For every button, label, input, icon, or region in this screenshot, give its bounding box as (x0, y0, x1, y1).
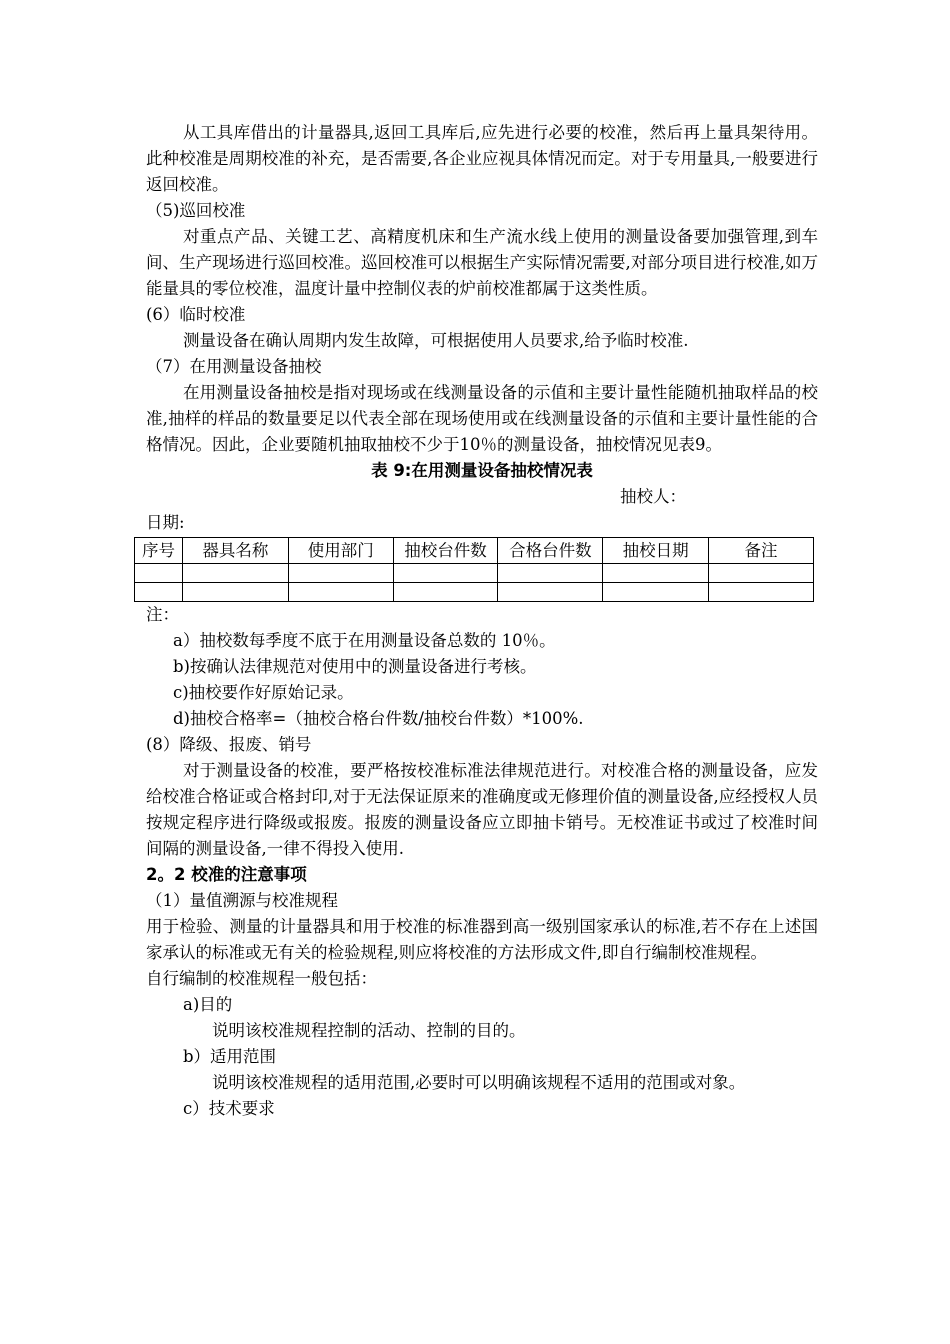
table-cell (135, 564, 183, 583)
table-cell (603, 564, 709, 583)
paragraph-downgrade-scrap: 对于测量设备的校准，要严格按校准标准法律规范进行。对校准合格的测量设备，应发给校准合格证或合格封印,对于无法保证原来的准确度或无修理价值的测量设备,应经授权人员按规定程序进行降级或报废。报废的测量设备应立即抽卡销号。无校准证书或过了校准时间间隔的测量设备,一律不得投入使用. (146, 761, 818, 858)
paragraph-patrol-calibration: 对重点产品、关键工艺、高精度机床和生产流水线上使用的测量设备要加强管理,到车间、生产现场进行巡回校准。巡回校准可以根据生产实际情况需要,对部分项目进行校准,如万能量具的零位校准，温度计量中控制仪表的炉前校准都属于这类性质。 (146, 227, 818, 298)
header-qualified-count: 合格台件数 (498, 538, 603, 564)
note-a: a）抽校数每季度不底于在用测量设备总数的 10％。 (173, 631, 556, 650)
table-cell (709, 564, 814, 583)
document-page (141, 120, 818, 1122)
heading-traceability: （1）量值溯源与校准规程 (146, 891, 338, 910)
item-purpose-label: a)目的 (183, 995, 233, 1014)
item-scope-label: b）适用范围 (183, 1047, 277, 1066)
item-technical-requirements-label: c）技术要求 (183, 1099, 275, 1118)
inspector-label: 抽校人： (620, 487, 686, 506)
header-check-date: 抽校日期 (603, 538, 709, 564)
note-d: d)抽校合格率=（抽校合格台件数/抽校台件数）*100%. (173, 709, 584, 728)
heading-temporary-calibration: (6）临时校准 (146, 305, 246, 324)
table-cell (498, 583, 603, 602)
table-cell (709, 583, 814, 602)
header-serial-no: 序号 (135, 538, 183, 564)
item-scope-text: 说明该校准规程的适用范围,必要时可以明确该规程不适用的范围或对象。 (212, 1073, 746, 1092)
paragraph-temporary-calibration: 测量设备在确认周期内发生故障，可根据使用人员要求,给予临时校准. (183, 331, 689, 350)
item-purpose-text: 说明该校准规程控制的活动、控制的目的。 (212, 1021, 526, 1040)
table-cell (288, 564, 393, 583)
paragraph-procedure-contents: 自行编制的校准规程一般包括： (146, 969, 377, 988)
table-row (135, 564, 814, 583)
header-instrument-name: 器具名称 (182, 538, 288, 564)
table-row (135, 583, 814, 602)
header-department: 使用部门 (288, 538, 393, 564)
table-cell (603, 583, 709, 602)
heading-downgrade-scrap: (8）降级、报废、销号 (146, 735, 312, 754)
heading-patrol-calibration: （5)巡回校准 (146, 201, 246, 220)
table-cell (135, 583, 183, 602)
table-cell (182, 564, 288, 583)
note-b: b)按确认法律规范对使用中的测量设备进行考核。 (173, 657, 537, 676)
spot-check-table (134, 537, 814, 602)
table-title: 表 9:在用测量设备抽校情况表 (371, 461, 593, 480)
header-remarks: 备注 (709, 538, 814, 564)
note-c: c)抽校要作好原始记录。 (173, 683, 354, 702)
section-heading-calibration-notes: 2。2 校准的注意事项 (146, 865, 307, 884)
table-cell (288, 583, 393, 602)
table-header-row (135, 538, 814, 564)
table-cell (393, 583, 498, 602)
paragraph-return-calibration: 从工具库借出的计量器具,返回工具库后,应先进行必要的校准，然后再上量具架待用。此种校准是周期校准的补充，是否需要,各企业应视具体情况而定。对于专用量具,一般要进行返回校准。 (146, 123, 818, 194)
date-label: 日期: (146, 513, 185, 532)
header-checked-count: 抽校台件数 (393, 538, 498, 564)
table-cell (393, 564, 498, 583)
notes-label: 注： (146, 605, 179, 624)
table-cell (182, 583, 288, 602)
paragraph-spot-check: 在用测量设备抽校是指对现场或在线测量设备的示值和主要计量性能随机抽取样品的校准,抽样的样品的数量要足以代表全部在现场使用或在线测量设备的示值和主要计量性能的合格情况。因此，企业要随机抽取抽校不少于10％的测量设备，抽校情况见表9。 (146, 383, 818, 454)
paragraph-traceability: 用于检验、测量的计量器具和用于校准的标准器到高一级别国家承认的标准,若不存在上述国家承认的标准或无有关的检验规程,则应将校准的方法形成文件,即自行编制校准规程。 (146, 917, 818, 962)
heading-spot-check: （7）在用测量设备抽校 (146, 357, 322, 376)
table-cell (498, 564, 603, 583)
